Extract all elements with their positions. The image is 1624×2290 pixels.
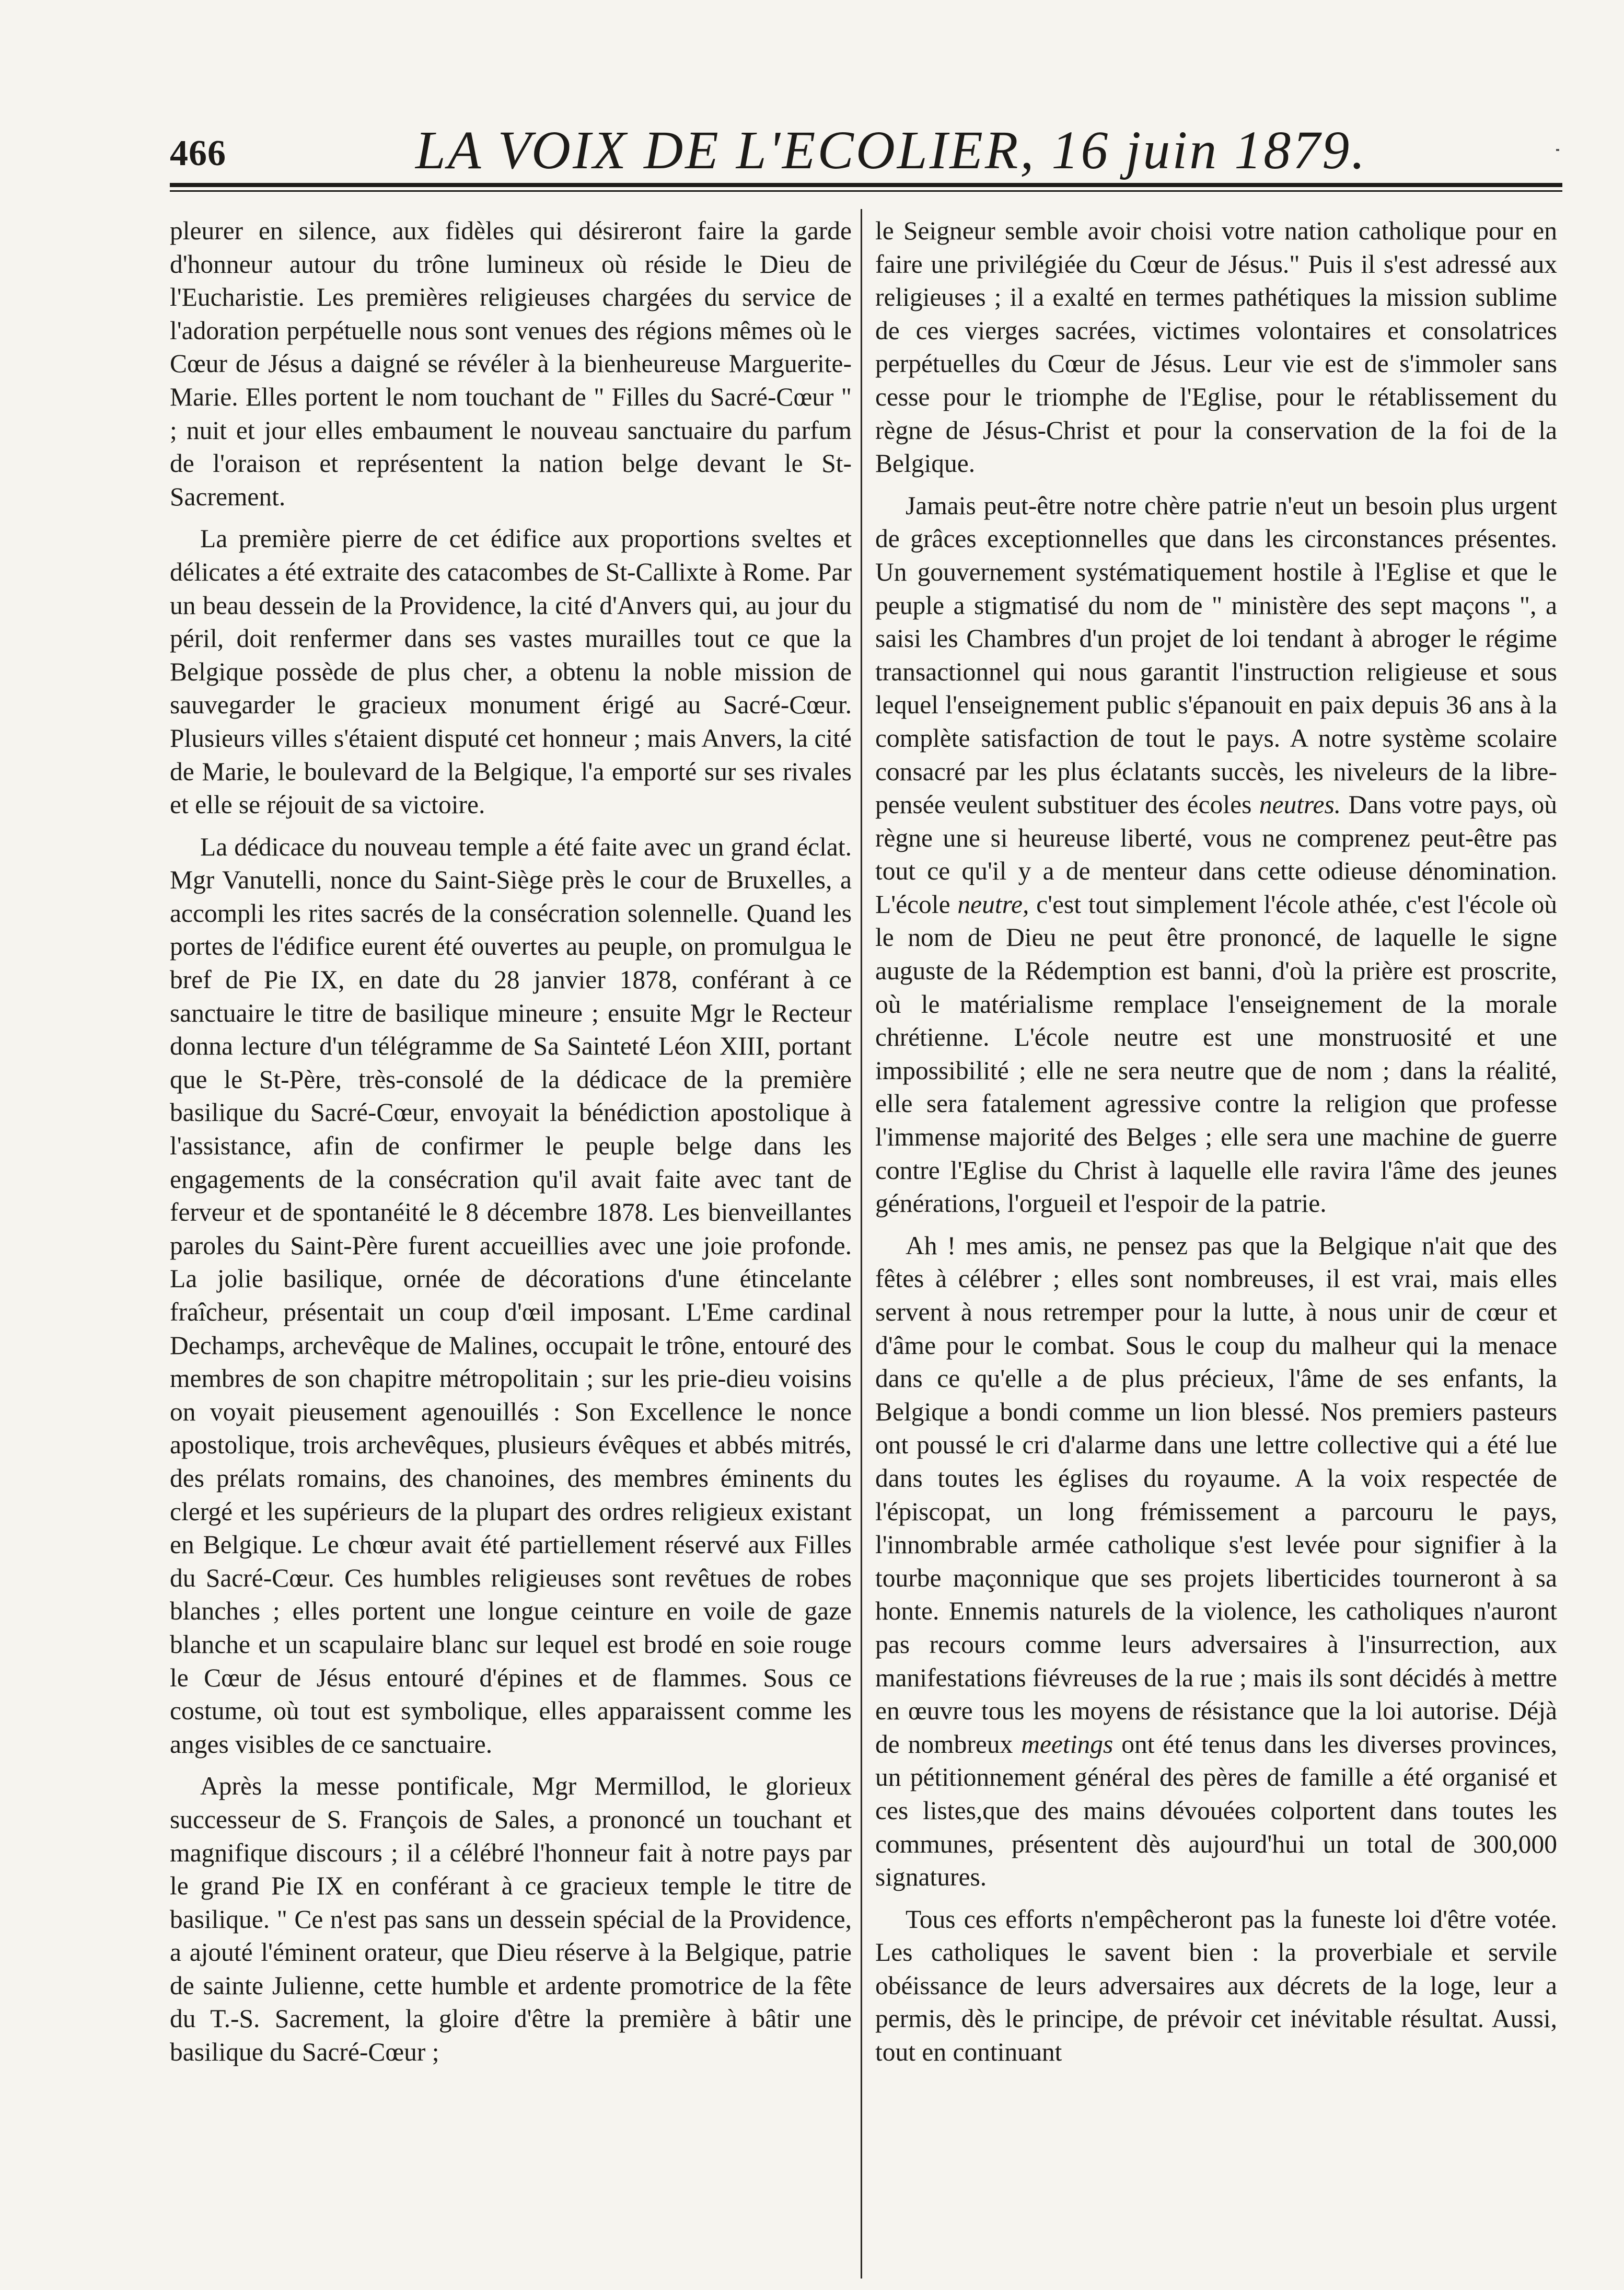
italic-word: meetings [1021,1729,1113,1759]
paragraph: La dédicace du nouveau temple a été faite avec un grand éclat. Mgr Vanutelli, nonce du Saint-Siège près le cour de Bruxelles, a accompli les rites sacrés de la consécration solennelle. Quand les portes de l'édifice eurent été ouvertes au peuple, on promulgua le bref de Pie IX, en date du 28 janvier 1878, conférant à ce sanctuaire le titre de basilique mineure ; ensuite Mgr le Recteur donna lecture d'un télégramme de Sa Sainteté Léon XIII, portant que le St-Père, très-consolé de la dédicace de la première basilique du Sacré-Cœur, envoyait la bénédiction apostolique à l'assistance, afin de confirmer le peuple belge dans les engagements de la consécration qu'il avait faite avec tant de ferveur et de spontanéité le 8 décembre 1878. Les bienveillantes paroles du Saint-Père furent accueillies avec une joie profonde. La jolie basilique, ornée de décorations d'une étincelante fraîcheur, présentait un coup d'œil imposant. L'Eme cardinal Dechamps, archevêque de Malines, occupait le trône, entouré des membres de son chapitre métropolitain ; sur les prie-dieu voisins on voyait pieusement agenouillés : Son Excellence le nonce apostolique, trois archevêques, plusieurs évêques et abbés mitrés, des prélats romains, des chanoines, des membres éminents du clergé et les supérieurs de la plupart des ordres religieux existant en Belgique. Le chœur avait été partiellement réservé aux Filles du Sacré-Cœur. Ces humbles religieuses sont revêtues de robes blanches ; elles portent une longue ceinture en voile de gaze blanche et un scapulaire blanc sur lequel est brodé en soie rouge le Cœur de Jésus entouré d'épines et de flammes. Sous ce costume, où tout est symbolique, elles apparaissent comme les anges visibles de ce sanctuaire. [170,832,852,1759]
italic-word: neutres. [1259,790,1341,819]
header-rule-thin [170,190,1562,192]
italic-word: neutre, [957,889,1029,919]
page-number: 466 [170,133,226,174]
text-run: Jamais peut-être notre chère patrie n'eut un besoin plus urgent de grâces exceptionnelles que dans les circonstances présentes. Un gouvernement systématiquement hostile à l'Eglise et que le peuple a stigmatisé du nom de " ministère des sept maçons ", a saisi les Chambres d'un projet de loi tendant à abroger le régime transactionnel qui nous garantit l'instruction religieuse et sous lequel l'enseignement public s'épanouit en paix depuis 36 ans à la complète satisfaction de tout le pays. A notre système scolaire consacré par les plus éclatants succès, les niveleurs de la libre-pensée veulent substituer des écoles [875,491,1557,819]
stray-ink-mark [1556,149,1559,151]
text-run: Ah ! mes amis, ne pensez pas que la Belgique n'ait que des fêtes à célébrer ; elles sont nombreuses, il est vrai, mais elles servent à nous retremper pour la lutte, à nous unir de cœur et d'âme pour le combat. Sous le coup du malheur qui la menace dans ce qu'elle a de plus précieux, l'âme de ses enfants, la Belgique a bondi comme un lion blessé. Nos premiers pasteurs ont poussé le cri d'alarme dans une lettre collective qui a été lue dans toutes les églises du royaume. A la voix respectée de l'épiscopat, un long frémissement a parcouru le pays, l'innombrable armée catholique s'est levée pour signifier à la tourbe maçonnique que ses projets liberticides tourneront à sa honte. Ennemis naturels de la violence, les catholiques n'auront pas recours comme leurs adversaires à l'insurrection, aux manifestations fiévreuses de la rue ; mais ils sont décidés à mettre en œuvre tous les moyens de résistance que la loi autorise. Déjà de nombreux [875,1231,1557,1759]
text-run: ont été tenus dans les diverses provinces, un pétitionnement général des pères de famille a été organisé et ces listes,que des mains dévouées colportent dans toutes les communes, présentent dès aujourd'hui un total de 300,000 signatures. [875,1729,1557,1892]
paragraph: La première pierre de cet édifice aux proportions sveltes et délicates a été extraite des catacombes de St-Callixte à Rome. Par un beau dessein de la Providence, la cité d'Anvers qui, au jour du péril, doit renfermer dans ses vastes murailles tout ce que la Belgique possède de plus cher, a obtenu la noble mission de sauvegarder le gracieux monument érigé au Sacré-Cœur. Plusieurs villes s'étaient disputé cet honneur ; mais Anvers, la cité de Marie, le boulevard de la Belgique, l'a emporté sur ses rivales et elle se réjouit de sa victoire. [170,524,852,819]
column-divider [861,209,862,2279]
text-run: c'est tout simplement l'école athée, c'est l'école où le nom de Dieu ne peut être prononcé, de laquelle le signe auguste de la Rédemption est banni, d'où la prière est proscrite, où le matérialisme remplace l'enseignement de la morale chrétienne. L'école neutre est une monstruosité et une impossibilité ; elle ne sera neutre que de nom ; dans la réalité, elle sera fatalement agressive contre la religion que professe l'immense majorité des Belges ; elle sera une machine de guerre contre l'Eglise du Christ à laquelle elle ravira l'âme des jeunes générations, l'orgueil et l'espoir de la patrie. [875,889,1557,1218]
right-column [875,214,1557,2263]
paragraph: le Seigneur semble avoir choisi votre nation catholique pour en faire une privilégiée du Cœur de Jésus." Puis il s'est adressé aux religieuses ; il a exalté en termes pathétiques la mission sublime de ces vierges sacrées, victimes volontaires et consolatrices perpétuelles du Cœur de Jésus. Leur vie est de s'immoler sans cesse pour le triomphe de l'Eglise, pour le rétablissement du règne de Jésus-Christ et pour la conservation de la foi de la Belgique. [875,216,1557,478]
paragraph [875,1229,1557,1894]
header-rule-thick [170,183,1562,187]
running-title: LA VOIX DE L'ECOLIER, 16 juin 1879. [415,120,1367,180]
page-header [170,119,1562,187]
text-run: Dans votre pays, où règne une si heureuse liberté, vous ne comprenez peut-être pas tout ce qu'il y a de menteur dans cette odieuse dénomination. L'école [875,790,1557,919]
paragraph [875,489,1557,1220]
left-column [170,214,852,2263]
paragraph: Après la messe pontificale, Mgr Mermillod, le glorieux successeur de S. François de Sales, a prononcé un touchant et magnifique discours ; il a célébré l'honneur fait à notre pays par le grand Pie IX en conférant à ce gracieux temple le titre de basilique. " Ce n'est pas sans un dessein spécial de la Providence, a ajouté l'éminent orateur, que Dieu réserve à la Belgique, patrie de sainte Julienne, cette humble et ardente promotrice de la fête du T.-S. Sacrement, la gloire d'être la première à bâtir une basilique du Sacré-Cœur ; [170,1772,852,2067]
paragraph: pleurer en silence, aux fidèles qui désireront faire la garde d'honneur autour du trône lumineux où réside le Dieu de l'Eucharistie. Les premières religieuses chargées du service de l'adoration perpétuelle nous sont venues des régions mêmes où le Cœur de Jésus a daigné se révéler à la bienheureuse Marguerite-Marie. Elles portent le nom touchant de " Filles du Sacré-Cœur " ; nuit et jour elles embaument le nouveau sanctuaire du parfum de l'oraison et représentent la nation belge devant le St-Sacrement. [170,216,852,511]
paragraph: Tous ces efforts n'empêcheront pas la funeste loi d'être votée. Les catholiques le savent bien : la proverbiale et servile obéissance de leurs adversaires aux décrets de la loge, leur a permis, dès le principe, de prévoir cet inévitable résultat. Aussi, tout en continuant [875,1904,1557,2067]
